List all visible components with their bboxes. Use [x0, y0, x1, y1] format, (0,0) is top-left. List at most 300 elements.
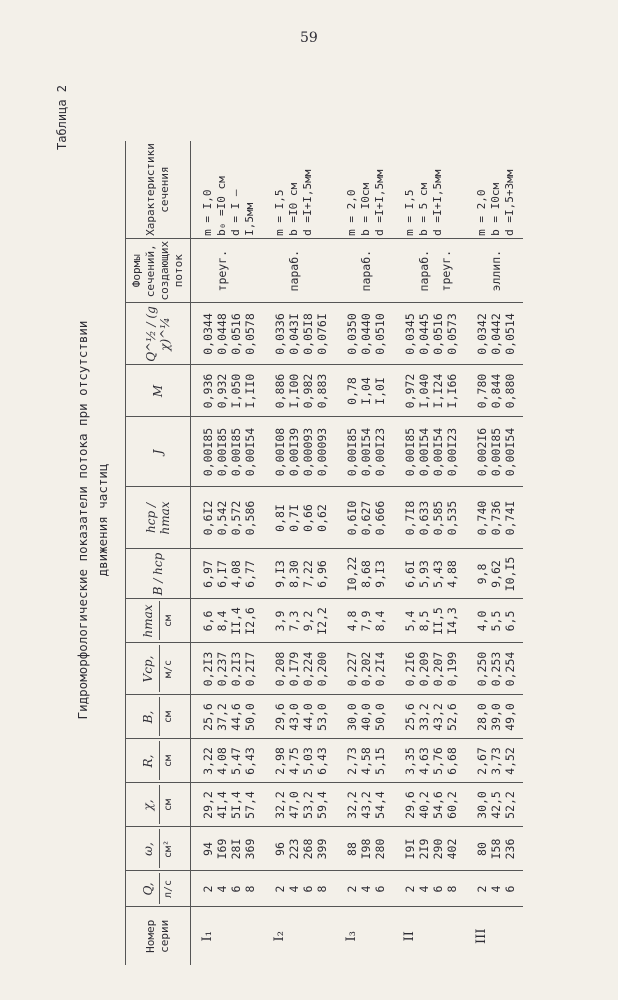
cell-value: 0,2I7: [243, 651, 257, 687]
cell-value: 6,43: [243, 747, 257, 775]
cell-value: 6,6: [201, 610, 215, 632]
cell-value: 9,I3: [273, 560, 287, 588]
cell-value: 0,0448: [215, 313, 229, 355]
cell-value: 2: [273, 885, 287, 893]
header-characteristics: Характеристики сечения: [126, 141, 191, 238]
cell-omega: [191, 827, 264, 871]
header-vcp-unit: м/с: [159, 646, 176, 693]
cell-value: 0,00I23: [445, 427, 459, 477]
cell-hcp-over-hmax: [465, 487, 523, 549]
cell-value: 25,6: [201, 703, 215, 731]
cell-value: 0,542: [215, 500, 229, 536]
characteristics-cell: [335, 141, 393, 238]
cell-value: 0,208: [273, 651, 287, 687]
cell-value: 3,73: [489, 747, 503, 775]
cell-value: 0,224: [301, 651, 315, 687]
cell-value: 0,00I85: [403, 427, 417, 477]
cell-value: 0,7I: [287, 504, 301, 532]
cell-value: 8: [445, 885, 459, 893]
cell-value: 0,572: [229, 500, 243, 536]
cell-hmax: [393, 599, 465, 643]
cell-value: 8,5: [417, 610, 431, 632]
cell-value: 50,0: [243, 703, 257, 731]
characteristics-cell: [465, 141, 523, 238]
cell-value: 0,202: [359, 651, 373, 687]
cell-r: [191, 739, 264, 783]
cell-value: 6,43: [315, 747, 329, 775]
cell-value: 0,0350: [345, 313, 359, 355]
header-q-ratio: Q^½ / (g χ)^¼: [126, 303, 191, 365]
cell-value: I9I: [403, 838, 417, 860]
characteristic-line: b = I0см: [489, 182, 502, 236]
cell-b-over-hcp: [263, 549, 335, 599]
header-m: M: [126, 365, 191, 417]
cell-value: 0,0516: [229, 313, 243, 355]
cell-value: 6: [503, 885, 517, 893]
cell-j: [335, 417, 393, 487]
cell-value: 39,0: [489, 703, 503, 731]
cell-value: 0,8I: [273, 504, 287, 532]
cell-value: 30,0: [345, 703, 359, 731]
cell-value: 4,08: [229, 560, 243, 588]
cell-value: II,4: [229, 607, 243, 635]
cell-omega: [393, 827, 465, 871]
characteristic-line: b₀ =I0 см: [215, 176, 228, 236]
cell-value: 6: [373, 885, 387, 893]
cell-vcp: [263, 643, 335, 695]
data-table: [125, 141, 523, 965]
header-vcp: [126, 643, 191, 695]
cell-value: I2,6: [243, 607, 257, 635]
cell-value: 4: [215, 885, 229, 893]
cell-value: 2,73: [345, 747, 359, 775]
cell-value: 2: [403, 885, 417, 893]
cell-value: 0,78: [345, 377, 359, 405]
cell-value: 7,3: [287, 610, 301, 632]
characteristic-line: b =I0 см: [287, 182, 300, 236]
cell-value: 2: [345, 885, 359, 893]
cell-b-over-hcp: [335, 549, 393, 599]
cell-value: 0,076I: [315, 313, 329, 355]
header-r-label: R,: [140, 754, 155, 768]
cell-vcp: [465, 643, 523, 695]
cell-value: 6,68: [445, 747, 459, 775]
header-row: [126, 141, 191, 965]
cell-value: 0,936: [201, 373, 215, 409]
cell-value: 0,0344: [201, 313, 215, 355]
cell-value: I,I24: [431, 373, 445, 409]
cell-value: 0,6I2: [201, 500, 215, 536]
cell-value: 0,2I3: [229, 651, 243, 687]
cell-value: 9,I3: [373, 560, 387, 588]
cell-value: 4I,4: [215, 791, 229, 819]
cell-q: [393, 871, 465, 907]
cell-value: 9,62: [489, 560, 503, 588]
cell-value: 6: [229, 885, 243, 893]
cell-value: 0,844: [489, 373, 503, 409]
cell-value: 0,00I85: [489, 427, 503, 477]
form-cell: [393, 238, 465, 303]
cell-value: II,5: [431, 607, 445, 635]
cell-m: [393, 365, 465, 417]
characteristic-line: m = 2,0: [475, 189, 488, 236]
series-cell: I₁: [200, 931, 215, 942]
cell-value: I,04: [359, 377, 373, 405]
cell-value: 0,00I54: [431, 427, 445, 477]
cell-hcp-over-hmax: [393, 487, 465, 549]
cell-value: 223: [287, 838, 301, 860]
cell-value: 3,9: [273, 610, 287, 632]
cell-value: 28,0: [475, 703, 489, 731]
cell-value: 0,2I4: [373, 651, 387, 687]
cell-j: [393, 417, 465, 487]
cell-value: 6,77: [243, 560, 257, 588]
cell-value: 6,I7: [215, 560, 229, 588]
cell-value: 8,4: [373, 610, 387, 632]
cell-value: 6,5: [503, 610, 517, 632]
cell-value: 50,0: [373, 703, 387, 731]
cell-value: 5I,4: [229, 791, 243, 819]
series-cell: II: [402, 931, 417, 942]
cell-value: 30,0: [475, 791, 489, 819]
cell-value: I,I66: [445, 373, 459, 409]
cell-q-ratio: [393, 303, 465, 365]
series-cell: I₂: [272, 931, 287, 942]
cell-value: 44,6: [229, 703, 243, 731]
cell-value: 0,0514: [503, 313, 517, 355]
cell-value: I,0I: [373, 377, 387, 405]
cell-value: 4,8: [345, 610, 359, 632]
cell-value: 60,2: [445, 791, 459, 819]
form-cell: [465, 238, 523, 303]
cell-value: 43,2: [359, 791, 373, 819]
cell-value: 0,043I: [287, 313, 301, 355]
cell-value: 0,880: [503, 373, 517, 409]
cell-value: 0,209: [417, 651, 431, 687]
cell-value: 0,00I23: [373, 427, 387, 477]
cell-value: 0,00I54: [243, 427, 257, 477]
cell-value: 0,6I0: [345, 500, 359, 536]
cell-value: 4,58: [359, 747, 373, 775]
cell-value: 4,63: [417, 747, 431, 775]
cell-value: 290: [431, 838, 445, 860]
table-title-2: движения частиц: [95, 463, 110, 577]
table-label: Таблица 2: [55, 85, 69, 151]
table-row: [335, 141, 393, 965]
cell-value: 8: [243, 885, 257, 893]
cell-value: 47,0: [287, 791, 301, 819]
cell-value: 4: [359, 885, 373, 893]
cell-value: 49,0: [503, 703, 517, 731]
cell-q-ratio: [263, 303, 335, 365]
cell-value: 4: [287, 885, 301, 893]
cell-value: I98: [359, 838, 373, 860]
characteristic-line: I,5мм: [243, 202, 256, 236]
cell-m: [263, 365, 335, 417]
cell-b: [263, 695, 335, 739]
cell-hcp-over-hmax: [263, 487, 335, 549]
cell-b: [191, 695, 264, 739]
cell-value: 0,237: [215, 651, 229, 687]
header-series: Номер серии: [126, 907, 191, 965]
cell-value: 0,254: [503, 651, 517, 687]
cell-j: [465, 417, 523, 487]
cell-value: I58: [489, 838, 503, 860]
cell-b-over-hcp: [191, 549, 264, 599]
characteristic-line: d =I+I,5мм: [373, 169, 386, 236]
cell-value: 9,2: [301, 610, 315, 632]
cell-vcp: [335, 643, 393, 695]
header-q-unit: л/с: [159, 874, 176, 905]
cell-value: 0,00I54: [417, 427, 431, 477]
cell-hcp-over-hmax: [191, 487, 264, 549]
cell-hcp-over-hmax: [335, 487, 393, 549]
cell-value: 0,74I: [503, 500, 517, 536]
cell-value: 2: [475, 885, 489, 893]
cell-value: 0,00I08: [273, 427, 287, 477]
cell-q: [335, 871, 393, 907]
cell-value: 0,535: [445, 500, 459, 536]
header-q: [126, 871, 191, 907]
cell-value: 4,75: [287, 747, 301, 775]
cell-value: 0,0440: [359, 313, 373, 355]
cell-value: I,040: [417, 373, 431, 409]
cell-value: 0,2I6: [403, 651, 417, 687]
cell-value: 94: [201, 842, 215, 856]
cell-value: 0,207: [431, 651, 445, 687]
cell-value: 0,253: [489, 651, 503, 687]
cell-value: 37,2: [215, 703, 229, 731]
cell-value: 5,15: [373, 747, 387, 775]
cell-chi: [335, 783, 393, 827]
cell-q-ratio: [335, 303, 393, 365]
cell-value: 0,0516: [431, 313, 445, 355]
cell-value: 0,00I54: [359, 427, 373, 477]
cell-value: 0,0445: [417, 313, 431, 355]
characteristic-line: d =I+I,5мм: [431, 169, 444, 236]
cell-value: 42,5: [489, 791, 503, 819]
cell-m: [191, 365, 264, 417]
form-value: параб.: [359, 249, 373, 292]
cell-value: 0,982: [301, 373, 315, 409]
cell-value: I,II0: [243, 373, 257, 409]
cell-value: 40,0: [359, 703, 373, 731]
characteristics-cell: [191, 141, 264, 238]
cell-q-ratio: [191, 303, 264, 365]
cell-value: 0,200: [315, 651, 329, 687]
header-hmax-unit: см: [159, 602, 176, 641]
cell-value: 96: [273, 842, 287, 856]
cell-r: [263, 739, 335, 783]
cell-value: 32,2: [345, 791, 359, 819]
cell-value: 44,0: [301, 703, 315, 731]
form-value: эллип.: [489, 249, 503, 292]
cell-hmax: [335, 599, 393, 643]
cell-value: 0,736: [489, 500, 503, 536]
header-chi-unit: см: [159, 786, 176, 825]
cell-value: 0,0578: [243, 313, 257, 355]
cell-value: 5,76: [431, 747, 445, 775]
header-omega-unit: см²: [159, 830, 176, 869]
cell-b-over-hcp: [393, 549, 465, 599]
cell-value: 7,22: [301, 560, 315, 588]
cell-value: 0,0342: [475, 313, 489, 355]
cell-value: 7,9: [359, 610, 373, 632]
cell-value: 43,2: [431, 703, 445, 731]
cell-hmax: [263, 599, 335, 643]
cell-value: 0,00093: [315, 427, 329, 477]
cell-value: 52,2: [503, 791, 517, 819]
cell-value: 4: [417, 885, 431, 893]
cell-value: 0,00I39: [287, 427, 301, 477]
cell-hmax: [191, 599, 264, 643]
cell-value: 5,93: [417, 560, 431, 588]
cell-value: 0,633: [417, 500, 431, 536]
cell-value: 0,0573: [445, 313, 459, 355]
cell-chi: [263, 783, 335, 827]
cell-value: 53,0: [315, 703, 329, 731]
cell-value: 402: [445, 838, 459, 860]
cell-value: 0,7I8: [403, 500, 417, 536]
cell-value: 0,0345: [403, 313, 417, 355]
cell-hmax: [465, 599, 523, 643]
cell-value: 0,780: [475, 373, 489, 409]
cell-value: 268: [301, 838, 315, 860]
cell-value: 0,0510: [373, 313, 387, 355]
cell-omega: [263, 827, 335, 871]
cell-value: 8: [315, 885, 329, 893]
header-omega-label: ω,: [140, 842, 155, 856]
header-hmax-label: hmax: [140, 604, 155, 638]
cell-value: 0,883: [315, 373, 329, 409]
cell-value: 0,00I85: [215, 427, 229, 477]
form-value: треуг.: [215, 249, 229, 292]
header-forms: Формы сечений, создающих поток: [126, 238, 191, 303]
cell-value: I,I00: [287, 373, 301, 409]
header-b-unit: см: [159, 698, 176, 737]
series-cell: I₃: [344, 931, 359, 942]
cell-value: 0,666: [373, 500, 387, 536]
cell-value: 0,886: [273, 373, 287, 409]
cell-value: 5,47: [229, 747, 243, 775]
cell-value: 4,0: [475, 610, 489, 632]
cell-value: 236: [503, 838, 517, 860]
characteristic-line: b = I0см: [359, 182, 372, 236]
cell-value: 25,6: [403, 703, 417, 731]
rotated-table-sheet: [55, 75, 575, 965]
cell-b: [465, 695, 523, 739]
cell-q: [263, 871, 335, 907]
header-omega: [126, 827, 191, 871]
cell-r: [465, 739, 523, 783]
table-row: [263, 141, 335, 965]
header-q-label: Q,: [140, 882, 155, 896]
cell-value: 6,6I: [403, 560, 417, 588]
cell-value: 9,8: [475, 563, 489, 585]
header-chi: [126, 783, 191, 827]
cell-value: 4,08: [215, 747, 229, 775]
characteristic-line: m = 2,0: [345, 189, 358, 236]
cell-value: 280: [373, 838, 387, 860]
characteristic-line: d =I,5+3мм: [503, 169, 516, 236]
cell-value: 0,00I85: [345, 427, 359, 477]
cell-value: 0,585: [431, 500, 445, 536]
cell-value: 8,68: [359, 560, 373, 588]
cell-value: 0,227: [345, 651, 359, 687]
cell-q-ratio: [465, 303, 523, 365]
cell-value: 0,250: [475, 651, 489, 687]
cell-omega: [465, 827, 523, 871]
characteristics-cell: [393, 141, 465, 238]
cell-value: 8,4: [215, 610, 229, 632]
header-j: J: [126, 417, 191, 487]
cell-vcp: [191, 643, 264, 695]
characteristic-line: d = I –: [229, 189, 242, 236]
cell-value: 0,002I6: [475, 427, 489, 477]
cell-r: [335, 739, 393, 783]
cell-value: 40,2: [417, 791, 431, 819]
cell-chi: [465, 783, 523, 827]
cell-value: 32,2: [273, 791, 287, 819]
header-b: [126, 695, 191, 739]
series-cell: III: [474, 928, 489, 944]
header-hcp-hmax: hср / hmax: [126, 487, 191, 549]
cell-value: 33,2: [417, 703, 431, 731]
cell-value: 0,00I85: [201, 427, 215, 477]
form-cell: [335, 238, 393, 303]
cell-value: 3,22: [201, 747, 215, 775]
header-r-unit: см: [159, 742, 176, 781]
cell-value: 2,98: [273, 747, 287, 775]
cell-value: 8,30: [287, 560, 301, 588]
cell-value: 0,2I3: [201, 651, 215, 687]
cell-value: 2: [201, 885, 215, 893]
cell-value: 0,00I54: [503, 427, 517, 477]
cell-value: 0,I79: [287, 651, 301, 687]
cell-b-over-hcp: [465, 549, 523, 599]
cell-value: 0,00093: [301, 427, 315, 477]
cell-value: 0,66: [301, 504, 315, 532]
cell-value: 29,6: [403, 791, 417, 819]
form-value: параб.: [287, 249, 301, 292]
table-title: Гидроморфологические показатели потока при отсутствии: [75, 320, 90, 720]
cell-value: 0,05I8: [301, 313, 315, 355]
table-row: [191, 141, 264, 965]
header-b-label: B,: [140, 710, 155, 724]
cell-value: 4: [489, 885, 503, 893]
header-hmax: [126, 599, 191, 643]
cell-value: 0,932: [215, 373, 229, 409]
cell-value: 3,35: [403, 747, 417, 775]
cell-value: 43,0: [287, 703, 301, 731]
cell-j: [191, 417, 264, 487]
cell-value: 54,4: [373, 791, 387, 819]
cell-value: I4,3: [445, 607, 459, 635]
characteristics-cell: [263, 141, 335, 238]
cell-value: 80: [475, 842, 489, 856]
characteristic-line: d =I+I,5мм: [301, 169, 314, 236]
cell-q: [191, 871, 264, 907]
form-value: параб.: [417, 249, 431, 292]
characteristic-line: b = 5 см: [417, 182, 430, 236]
cell-value: 6: [431, 885, 445, 893]
cell-value: 0,627: [359, 500, 373, 536]
cell-value: 5,5: [489, 610, 503, 632]
cell-value: 4,52: [503, 747, 517, 775]
cell-value: 88: [345, 842, 359, 856]
cell-value: 4,88: [445, 560, 459, 588]
cell-r: [393, 739, 465, 783]
